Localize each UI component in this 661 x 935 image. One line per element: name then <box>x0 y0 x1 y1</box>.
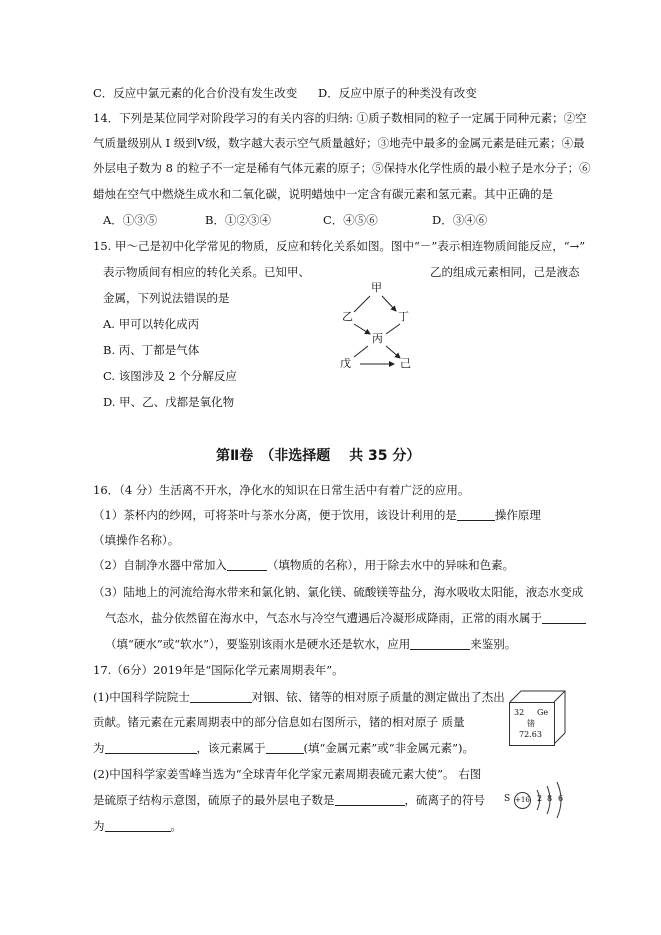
q13-option-c: C．反应中氯元素的化合价没有发生改变 <box>93 86 298 100</box>
q15-line-2a: 表示物质间有相应的转化关系。已知甲、 <box>103 265 310 279</box>
q15-option-b: B. 丙、丁都是气体 <box>103 343 200 357</box>
q17-part1-text-e: ，该元素属于 <box>196 741 266 755</box>
q13-option-d: D．反应中原子的种类没有改变 <box>318 86 477 100</box>
node-wu: 戊 <box>340 357 351 370</box>
tile-name: 锗 <box>527 719 535 728</box>
q16-part3-text-c: （填“硬水”或“软水”），要鉴别该雨水是硬水还是软水，应用 <box>105 637 411 651</box>
q15-option-a: A. 甲可以转化成丙 <box>103 317 200 331</box>
q17-blank-2[interactable] <box>105 741 197 754</box>
node-yi: 乙 <box>342 310 353 323</box>
q16-part3-b-line <box>105 610 586 626</box>
q17-part1-line3 <box>93 740 474 756</box>
q17-part2-line2 <box>93 792 485 808</box>
line-jia-yi <box>354 296 370 312</box>
tile-atomic-number: 32 <box>514 708 525 717</box>
q17-part1-text-a: (1)中国科学院院士 <box>93 690 190 704</box>
q15-line-1: 15. 甲～己是初中化学常见的物质，反应和转化关系如图。图中“－”表示相连物质间能反应，“→” <box>93 239 586 253</box>
q17-part2-text-c: ，硫离子的符号 <box>404 793 485 807</box>
q14-line-1: 14．下列是某位同学对阶段学习的有关内容的归纳: ①质子数相同的粒子一定属于同种元素；②空 <box>93 111 587 125</box>
sulfur-shell-1: 2 <box>537 794 543 803</box>
line-bing-wu <box>354 346 368 357</box>
q14-line-3: 外层电子数为 8 的粒子不一定是稀有气体元素的原子；⑤保持水化学性质的最小粒子是水分子；⑥ <box>93 161 591 175</box>
arrow-bing-ji <box>386 346 400 358</box>
q17-part1-text-f: (填“金属元素”或“非金属元素”)。 <box>303 741 474 755</box>
q14-line-2: 气质量级别从 I 级到Ⅴ级，数字越大表示空气质量越好；③地壳中最多的金属元素是硅元素；④最 <box>93 136 585 150</box>
q17-intro: 17.（6分）2019年是“国际化学元素周期表年”。 <box>93 663 344 677</box>
node-jia: 甲 <box>371 281 382 294</box>
germanium-element-tile <box>509 690 565 746</box>
q14-option-b: B．①②③④ <box>205 213 271 227</box>
tile-atomic-mass: 72.63 <box>519 730 542 739</box>
q16-part2 <box>93 557 514 573</box>
q17-part2-line1: (2)中国科学家姜雪峰当选为“全球青年化学家元素周期表硫元素大使”。 右图 <box>93 767 482 781</box>
q16-part1 <box>93 507 541 523</box>
q17-part2-text-e: 。 <box>170 819 182 833</box>
q17-blank-5[interactable] <box>105 819 171 832</box>
q17-blank-3[interactable] <box>266 741 304 754</box>
q16-part3-text-b: 气态水，盐分依然留在海水中，气态水与冷空气遭遇后冷凝形成降雨，正常的雨水属于 <box>105 611 542 625</box>
q16-part3-a: （3）陆地上的河流给海水带来和氯化钠、氯化镁、硫酸镁等盐分，海水吸收太阳能，液态水变成 <box>93 585 584 599</box>
arrow-yi-bing <box>354 324 370 334</box>
q17-part1-text-b: 对铟、铱、锗等的相对原子质量的测定做出了杰出 <box>251 690 505 704</box>
sulfur-shell-2: 8 <box>547 794 553 803</box>
sulfur-atom-diagram <box>504 778 580 822</box>
q17-part2-text-b: 是硫原子结构示意图，硫原子的最外层电子数是 <box>93 793 335 807</box>
q17-part1-line2: 贡献。锗元素在元素周期表中的部分信息如右图所示，锗的相对原子 质量 <box>93 715 465 729</box>
q15-line-2b: 乙的组成元素相同，己是液态 <box>430 265 580 279</box>
q17-part1-text-d: 为 <box>93 741 105 755</box>
q15-relation-diagram <box>330 278 440 378</box>
q17-part2-text-d: 为 <box>93 819 105 833</box>
q16-part1-c: （填操作名称）。 <box>93 533 180 547</box>
q14-option-a: A．①③⑤ <box>103 213 158 227</box>
tile-face <box>509 702 555 746</box>
node-ding: 丁 <box>398 310 409 323</box>
section-title: 第Ⅱ卷 （非选择题 共 35 分） <box>216 448 421 464</box>
q16-blank-2[interactable] <box>227 558 267 571</box>
arrow-jia-ding <box>382 296 396 311</box>
sulfur-nucleus-charge: +16 <box>515 796 530 804</box>
q17-part2-line3 <box>93 818 182 834</box>
node-ji: 己 <box>400 357 411 370</box>
q17-blank-1[interactable] <box>190 690 252 703</box>
q17-blank-4[interactable] <box>335 793 405 806</box>
q16-part1-text-a: （1）茶杯内的纱网，可将茶叶与茶水分离，便于饮用，该设计利用的是 <box>93 508 457 522</box>
node-bing: 丙 <box>372 332 383 345</box>
line-ding-bing <box>386 324 400 334</box>
sulfur-symbol: S <box>504 794 511 804</box>
q17-part1-line1 <box>93 689 505 705</box>
q15-line-3: 金属，下列说法错误的是 <box>103 291 230 305</box>
q16-blank-4[interactable] <box>410 637 470 650</box>
q16-part2-text-b: （填物质的名称），用于除去水中的异味和色素。 <box>266 558 515 572</box>
q16-part1-text-b: 操作原理 <box>494 508 541 522</box>
q16-part3-c-line <box>105 636 516 652</box>
q14-line-4: 蜡烛在空气中燃烧生成水和二氧化碳，说明蜡烛中一定含有碳元素和氢元素。其中正确的是 <box>93 187 553 201</box>
q16-part2-text-a: （2）自制净水器中常加入 <box>93 558 227 572</box>
q14-option-c: C．④⑤⑥ <box>323 213 378 227</box>
q16-intro: 16．（4 分）生活离不开水，净化水的知识在日常生活中有着广泛的应用。 <box>93 483 470 497</box>
q16-blank-3[interactable] <box>542 611 586 624</box>
q14-option-d: D．③④⑥ <box>432 213 488 227</box>
q16-blank-1[interactable] <box>457 508 495 521</box>
tile-symbol: Ge <box>537 708 549 717</box>
q15-option-d: D. 甲、乙、戊都是氧化物 <box>103 395 235 409</box>
q15-option-c: C. 该图涉及 2 个分解反应 <box>103 369 237 383</box>
sulfur-shell-3: 6 <box>558 794 564 803</box>
q16-part3-text-d: 来鉴别。 <box>470 637 517 651</box>
